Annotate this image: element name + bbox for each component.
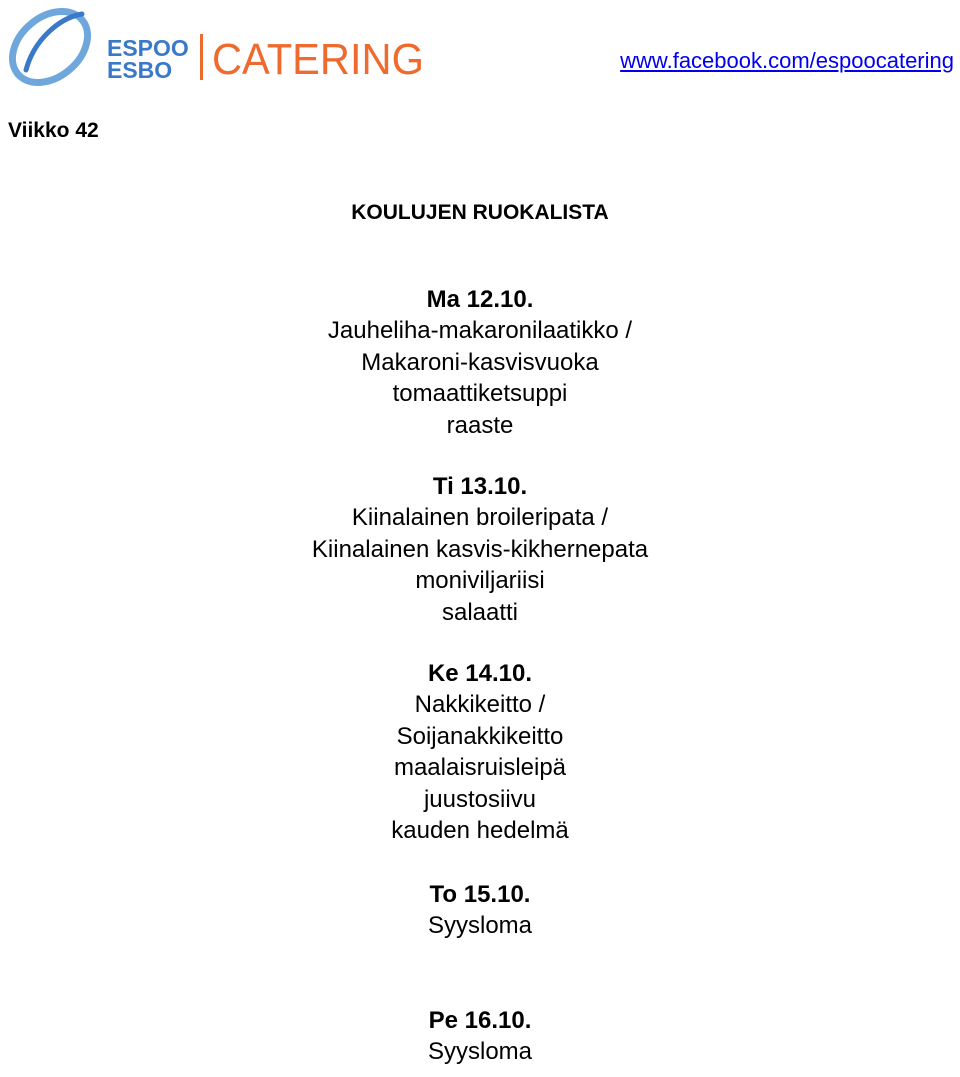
day-wednesday [0,658,960,847]
day-heading: Ma 12.10. [426,286,534,313]
spacer [0,441,960,471]
spacer [0,847,960,879]
dish-item: Kiinalainen kasvis-kikhernepata [311,535,649,563]
day-thursday [0,879,960,942]
dish-item: raaste [446,411,514,439]
dish-item: kauden hedelmä [391,817,569,844]
page-title: KOULUJEN RUOKALISTA [351,201,609,224]
dish-item: Syysloma [427,911,533,939]
dish-item: moniviljariisi [415,567,545,594]
dish-item: Jauheliha-makaronilaatikko / [327,317,633,344]
page-header [0,0,960,100]
espoo-swirl-icon [4,0,101,96]
dish-item: juustosiivu [423,785,537,813]
dish-item: salaatti [441,598,519,626]
logo-divider [200,34,203,80]
logo-line1: ESPOO [107,35,189,61]
spacer [0,628,960,658]
logo-brand: CATERING [212,35,424,84]
day-tuesday [0,471,960,628]
dish-item: tomaattiketsuppi [392,380,568,407]
day-heading: To 15.10. [429,880,531,908]
day-heading: Ke 14.10. [427,660,533,687]
espoo-catering-logo [4,0,434,96]
day-heading: Pe 16.10. [428,1007,532,1034]
dish-item: Kiinalainen broileripata / [351,504,609,531]
dish-item: maalaisruisleipä [393,754,567,781]
dish-item: Nakkikeitto / [414,691,546,718]
spacer [0,941,960,1005]
day-friday [0,1005,960,1068]
menu-days [0,284,960,1068]
facebook-link[interactable]: www.facebook.com/espoocatering [620,48,954,73]
day-heading: Ti 13.10. [432,473,528,500]
dish-item: Makaroni-kasvisvuoka [361,348,599,376]
dish-item: Soijanakkikeitto [396,722,564,750]
dish-item: Syysloma [427,1038,533,1065]
week-label: Viikko 42 [8,119,99,142]
logo-line2: ESBO [107,57,173,83]
day-monday [0,284,960,441]
